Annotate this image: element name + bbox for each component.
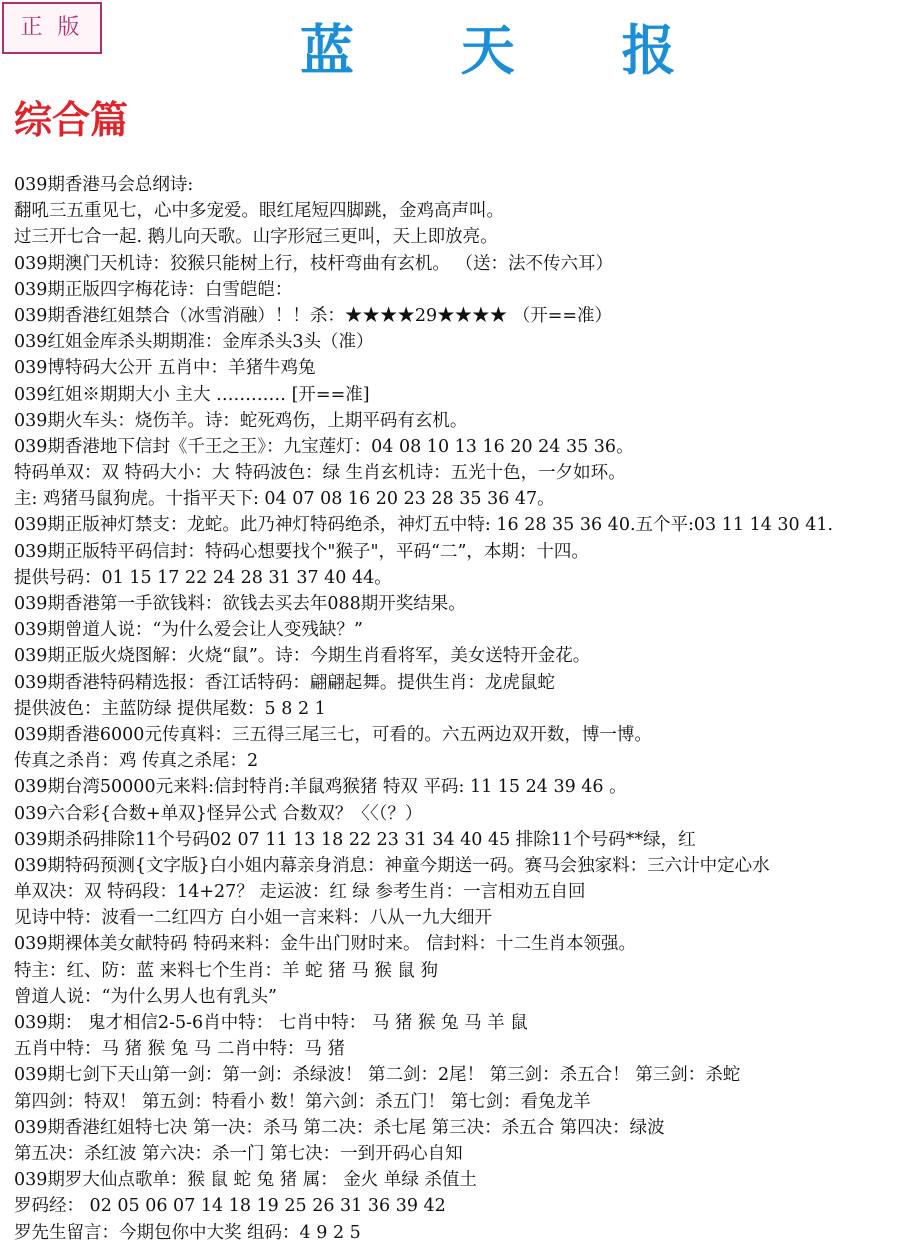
text-line: 039期： 鬼才相信2-5-6肖中特： 七肖中特： 马 猪 猴 兔 马 羊 鼠 xyxy=(14,1013,528,1033)
text-line: 第五决：杀红波 第六决：杀一门 第七决：一到开码心自知 xyxy=(14,1143,463,1164)
text-line: 特主：红、防：蓝 来料七个生肖：羊 蛇 猪 马 猴 鼠 狗 xyxy=(14,960,438,981)
text-line: 单双决：双 特码段：14+27？ 走运波：红 绿 参考生肖：一言相劝五自回 xyxy=(14,882,586,903)
genuine-edition-badge: 正 版 xyxy=(2,2,102,54)
text-line: 过三开七合一起. 鹅儿向天歌。山字形冠三更叫，天上即放亮。 xyxy=(14,227,498,248)
text-line: 039期香港红姐特七决 第一决：杀马 第二决：杀七尾 第三决：杀五合 第四决：绿波 xyxy=(14,1117,665,1138)
text-line: 罗先生留言：今期包你中大奖 组码：4 9 2 5 xyxy=(14,1222,361,1243)
text-line: 039期裸体美女献特码 特码来料：金牛出门财时来。 信封料：十二生肖本领强。 xyxy=(14,934,637,955)
text-line: 传真之杀肖：鸡 传真之杀尾：2 xyxy=(14,751,259,772)
text-line: 039期七剑下天山第一剑：第一剑：杀绿波！ 第二剑：2尾！ 第三剑：杀五合！ 第三剑：杀蛇 xyxy=(14,1065,741,1086)
text-line: 特码单双：双 特码大小：大 特码波色：绿 生肖玄机诗：五光十色，一夕如环。 xyxy=(14,463,626,484)
text-line: 翻吼三五重见七，心中多宠爱。眼红尾短四脚跳，金鸡高声叫。 xyxy=(14,201,504,222)
text-line: 039博特码大公开 五肖中：羊猪牛鸡兔 xyxy=(14,358,316,379)
text-line: 曾道人说：“为什么男人也有乳头” xyxy=(14,986,277,1007)
text-line: 039六合彩{合数+单双}怪异公式 合数双？〈〈（？） xyxy=(14,803,423,824)
text-line: 039期曾道人说：“为什么爱会让人变残缺？” xyxy=(14,620,363,641)
text-line: 039期香港特码精选报：香江话特码：翩翩起舞。提供生肖：龙虎鼠蛇 xyxy=(14,672,555,693)
text-line: 039期正版神灯禁支：龙蛇。此乃神灯特码绝杀，神灯五中特: 16 28 35 36 40.五个平:03 11 14 30 41. xyxy=(14,515,834,536)
text-line: 039期正版四字梅花诗：白雪皑皑： xyxy=(14,279,293,300)
text-line: 第四剑：特双！ 第五剑：特看小 数！第六剑：杀五门！ 第七剑：看兔龙羊 xyxy=(14,1091,591,1112)
text-line: 039期台湾50000元来料:信封特肖:羊鼠鸡猴猪 特双 平码: 11 15 24 39 46 。 xyxy=(14,777,627,798)
text-line: 039期正版特平码信封：特码心想要找个"猴子"，平码“二”，本期：十四。 xyxy=(14,541,589,562)
text-line: 提供波色：主蓝防绿 提供尾数：5 8 2 1 xyxy=(14,698,326,719)
text-line: 039期香港红姐禁合（冰雪消融）！！杀：★★★★29★★★★ （开==准） xyxy=(14,305,613,326)
text-line: 039期香港第一手欲钱料：欲钱去买去年088期开奖结果。 xyxy=(14,594,466,614)
text-line: 039期澳门天机诗：狡猴只能树上行，枝杆弯曲有玄机。 （送：法不传六耳） xyxy=(14,253,613,274)
section-title: 综合篇 xyxy=(14,97,129,142)
text-line: 039期正版火烧图解：火烧“鼠”。诗：今期生肖看将军，美女送特开金花。 xyxy=(14,646,591,667)
text-line: 039期香港6000元传真料：三五得三尾三七，可看的。六五两边双开数，博一博。 xyxy=(14,724,652,745)
text-line: 见诗中特：波看一二红四方 白小姐一言来料：八从一九大细开 xyxy=(14,908,493,929)
text-line: 039红姐※期期大小 主大 ………… [开==准] xyxy=(14,384,370,405)
text-line: 五肖中特：马 猪 猴 兔 马 二肖中特：马 猪 xyxy=(14,1039,345,1060)
text-line: 039期罗大仙点歌单：猴 鼠 蛇 兔 猪 属： 金火 单绿 杀值土 xyxy=(14,1170,477,1191)
text-line: 039期特码预测{文字版}白小姐内幕亲身消息：神童今期送一码。赛马会独家料：三六计中定心水 xyxy=(14,855,770,876)
text-line: 主: 鸡猪马鼠狗虎。十指平天下: 04 07 08 16 20 23 28 35 36 47。 xyxy=(14,489,555,510)
text-line: 039期火车头：烧伤羊。诗：蛇死鸡伤，上期平码有玄机。 xyxy=(14,410,468,431)
text-line: 039期杀码排除11个号码02 07 11 13 18 22 23 31 34 40 45 排除11个号码**绿，红 xyxy=(14,829,696,850)
text-line: 提供号码：01 15 17 22 24 28 31 37 40 44。 xyxy=(14,567,392,588)
text-line: 039期香港马会总纲诗: xyxy=(14,175,194,195)
text-line: 罗码经： 02 05 06 07 14 18 19 25 26 31 36 39 42 xyxy=(14,1196,446,1217)
text-line: 039期香港地下信封《千王之王》：九宝莲灯：04 08 10 13 16 20 24 35 36。 xyxy=(14,436,634,457)
text-line: 039红姐金库杀头期期准：金库杀头3头（准） xyxy=(14,332,374,353)
content-lines xyxy=(14,172,894,1246)
newspaper-title: 蓝 天 报 xyxy=(300,18,720,82)
